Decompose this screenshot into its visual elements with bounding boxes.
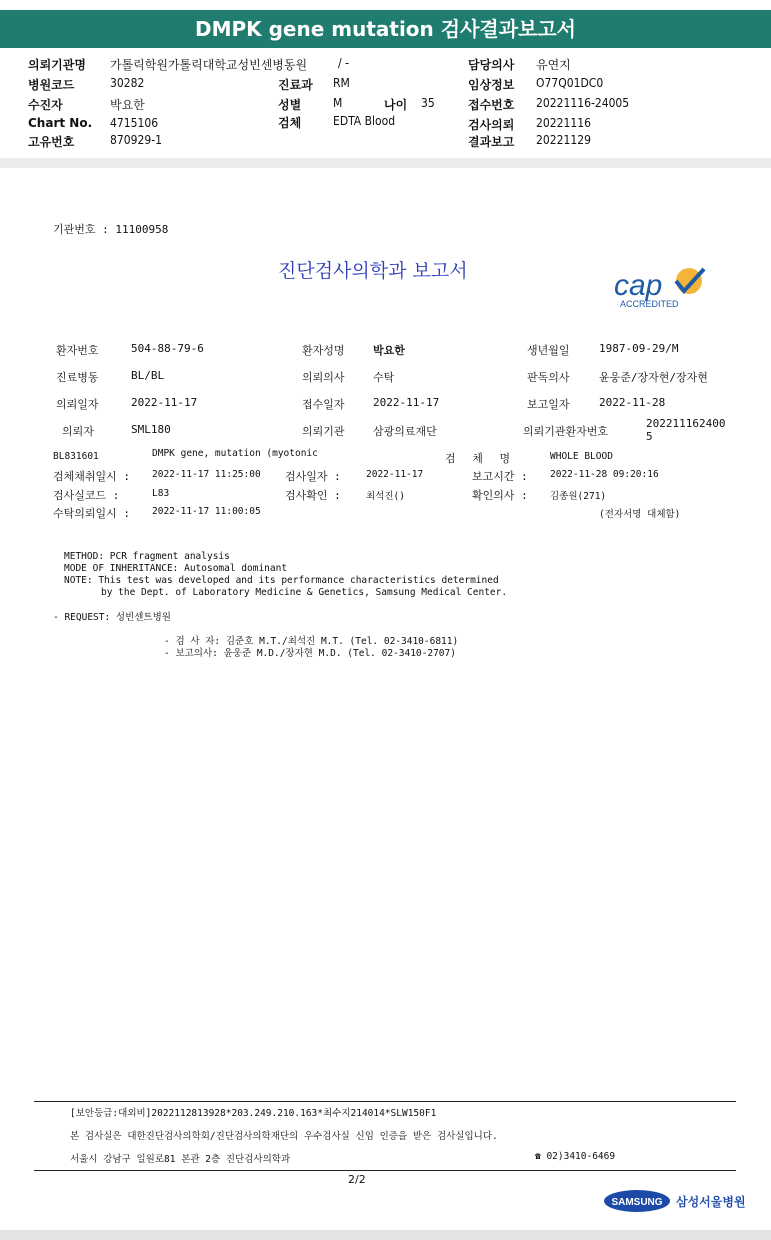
method-text: METHOD: PCR fragment analysis bbox=[64, 551, 230, 562]
footer-top-rule bbox=[34, 1101, 736, 1102]
svg-text:cap: cap bbox=[614, 269, 663, 302]
svg-text:SAMSUNG: SAMSUNG bbox=[611, 1197, 663, 1208]
samsung-hospital-logo bbox=[604, 1188, 746, 1218]
org-number: 기관번호 : 11100958 bbox=[53, 223, 169, 236]
chart-value: 4715106 bbox=[110, 116, 159, 130]
exam-code-value: L83 bbox=[152, 488, 170, 499]
ward-value: / - bbox=[338, 56, 349, 70]
chart-label: Chart No. bbox=[28, 116, 93, 130]
svg-text:삼성서울병원: 삼성서울병원 bbox=[676, 1195, 746, 1209]
row1-label2: 의뢰의사 bbox=[302, 371, 345, 384]
row1-value2: 수탁 bbox=[373, 371, 395, 384]
row3-label3: 의뢰기관환자번호 bbox=[523, 425, 609, 438]
row0-label1: 환자번호 bbox=[56, 344, 99, 357]
report-time-label: 보고시간 : bbox=[472, 470, 528, 483]
svg-text:ACCREDITED: ACCREDITED bbox=[620, 299, 679, 309]
row1-label3: 판독의사 bbox=[527, 371, 570, 384]
confirm-doctor-value: 김종원(271) bbox=[550, 491, 607, 502]
row2-label1: 의뢰일자 bbox=[56, 398, 99, 411]
row0-value1: 504-88-79-6 bbox=[131, 342, 204, 355]
row0-label2: 환자성명 bbox=[302, 344, 345, 357]
receipt-label: 접수번호 bbox=[468, 98, 515, 112]
row2-label2: 접수일자 bbox=[302, 398, 345, 411]
request-value: 20221116 bbox=[536, 116, 591, 130]
sex-value: M bbox=[333, 96, 343, 110]
bottom-bar bbox=[0, 1230, 771, 1240]
section-divider bbox=[0, 158, 771, 168]
result-value: 20221129 bbox=[536, 133, 591, 147]
note-text-1: NOTE: This test was developed and its performance characteristics determined bbox=[64, 575, 499, 586]
row2-value3: 2022-11-28 bbox=[599, 396, 666, 409]
row0-label3: 생년월일 bbox=[527, 344, 570, 357]
patient-value: 박요한 bbox=[110, 98, 145, 112]
exam-confirm-label: 검사확인 : bbox=[285, 489, 341, 502]
result-label: 결과보고 bbox=[468, 135, 515, 149]
request-text: - REQUEST: 성빈센트병원 bbox=[53, 612, 171, 623]
specimen-name-label: 검 체 명 bbox=[445, 452, 511, 465]
note-text-2: by the Dept. of Laboratory Medicine & Genetics, Samsung Medical Center. bbox=[101, 587, 508, 598]
page-number: 2/2 bbox=[348, 1173, 366, 1186]
specimen-label: 검체 bbox=[278, 116, 302, 130]
test-code: BL831601 bbox=[53, 451, 99, 462]
footer-bottom-rule bbox=[34, 1170, 736, 1171]
receipt-value: 20221116-24005 bbox=[536, 96, 630, 110]
sex-label: 성별 bbox=[278, 98, 302, 112]
exam-date-label: 검사일자 : bbox=[285, 470, 341, 483]
cap-icon bbox=[612, 263, 712, 311]
phone-text: ☎ 02)3410-6469 bbox=[535, 1151, 616, 1162]
esign-note: (전자서명 대체함) bbox=[599, 509, 681, 520]
row2-value1: 2022-11-17 bbox=[131, 396, 198, 409]
doctor-value: 유연지 bbox=[536, 58, 571, 72]
exam-code-label: 검사실코드 : bbox=[53, 489, 120, 502]
test-name: DMPK gene, mutation (myotonic bbox=[152, 448, 318, 459]
report-title: DMPK gene mutation 검사결과보고서 bbox=[0, 10, 771, 48]
collect-value: 2022-11-17 11:25:00 bbox=[152, 469, 261, 480]
row0-value3: 1987-09-29/M bbox=[599, 342, 679, 355]
row2-value2: 2022-11-17 bbox=[373, 396, 440, 409]
request-label: 검사의뢰 bbox=[468, 118, 515, 132]
entrust-label: 수탁의뢰일시 : bbox=[53, 507, 131, 520]
hospcode-value: 30282 bbox=[110, 76, 145, 90]
row2-label3: 보고일자 bbox=[527, 398, 570, 411]
clinical-value: O77Q01DC0 bbox=[536, 76, 604, 90]
row3-label1: 의뢰자 bbox=[62, 425, 94, 438]
confirm-doctor-label: 확인의사 : bbox=[472, 489, 528, 502]
report-time-value: 2022-11-28 09:20:16 bbox=[550, 469, 659, 480]
row1-value1: BL/BL bbox=[131, 369, 165, 382]
doctor-label: 담당의사 bbox=[468, 58, 515, 72]
collect-label: 검체채취일시 : bbox=[53, 470, 131, 483]
specimen-name-value: WHOLE BLOOD bbox=[550, 451, 613, 462]
address-text: 서울시 강남구 일원로81 본관 2층 진단검사의학과 bbox=[70, 1154, 291, 1165]
institution-value: 가톨릭학원가톨릭대학교성빈센병동원 bbox=[110, 58, 308, 72]
row1-label1: 진료병동 bbox=[56, 371, 99, 384]
samsung-logo-icon bbox=[604, 1188, 746, 1214]
clinical-label: 임상정보 bbox=[468, 78, 515, 92]
cap-accredited-logo bbox=[612, 263, 712, 311]
dept-value: RM bbox=[333, 76, 350, 90]
institution-label: 의뢰기관명 bbox=[28, 58, 86, 72]
exam-date-value: 2022-11-17 bbox=[366, 469, 424, 480]
inheritance-text: MODE OF INHERITANCE: Autosomal dominant bbox=[64, 563, 288, 574]
header-info bbox=[0, 56, 771, 156]
unique-value: 870929-1 bbox=[110, 133, 162, 147]
patient-label: 수진자 bbox=[28, 98, 63, 112]
exam-confirm-value: 최석진() bbox=[366, 491, 405, 502]
examiner-text: - 검 사 자: 김준호 M.T./최석진 M.T. (Tel. 02-3410-6811) bbox=[164, 636, 459, 647]
age-value: 35 bbox=[421, 96, 435, 110]
row3-value1: SML180 bbox=[131, 423, 171, 436]
cert-text: 본 검사실은 대한진단검사의학회/진단검사의학재단의 우수검사실 신임 인증을 받은 검사실입니다. bbox=[70, 1131, 498, 1142]
row3-value3: 202211162400 5 bbox=[646, 417, 726, 443]
reporter-text: - 보고의사: 윤웅준 M.D./장자현 M.D. (Tel. 02-3410-2707) bbox=[164, 648, 456, 659]
dept-label: 진료과 bbox=[278, 78, 313, 92]
entrust-value: 2022-11-17 11:00:05 bbox=[152, 506, 261, 517]
age-label: 나이 bbox=[384, 98, 408, 112]
row3-value2: 삼광의료재단 bbox=[373, 425, 437, 438]
hospcode-label: 병원코드 bbox=[28, 78, 75, 92]
report-page bbox=[0, 168, 771, 1230]
row1-value3: 윤웅준/장자현/장자현 bbox=[599, 371, 708, 384]
unique-label: 고유번호 bbox=[28, 135, 75, 149]
row0-value2: 박요한 bbox=[373, 344, 405, 357]
report-heading: 진단검사의학과 보고서 bbox=[278, 260, 468, 282]
row3-label2: 의뢰기관 bbox=[302, 425, 345, 438]
specimen-value: EDTA Blood bbox=[333, 114, 396, 128]
security-text: [보안등급:대외비]2022112813928*203.249.210.163*최수지214014*SLW150F1 bbox=[70, 1108, 437, 1119]
